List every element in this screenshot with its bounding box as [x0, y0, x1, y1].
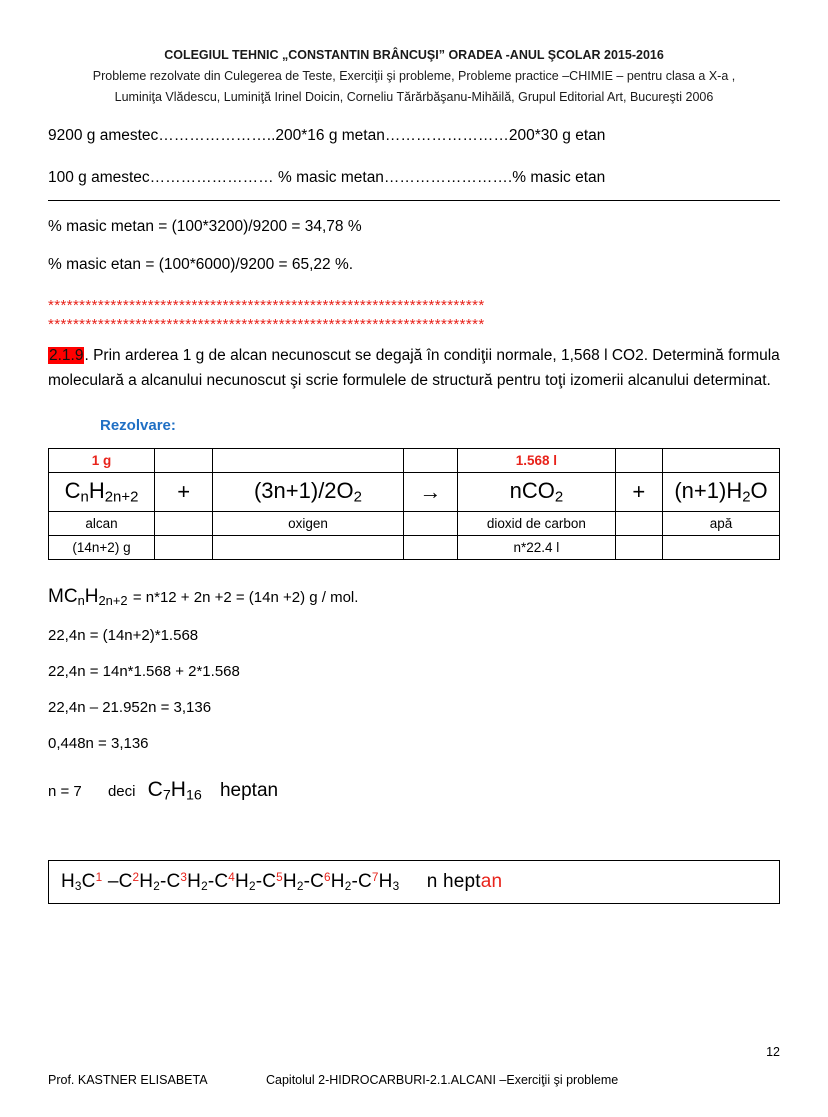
- cell-formula-water: $(n+1)H_2O$: [663, 473, 780, 512]
- cell-reaction-arrow: →: [403, 473, 458, 512]
- star-separator-line-2: **********************************************************************: [48, 316, 485, 334]
- star-separator: [48, 297, 780, 335]
- cell-empty-5: [663, 449, 780, 473]
- result-formula: $C_7H_{16}$: [147, 778, 202, 804]
- cell-empty-13: [663, 536, 780, 560]
- structure-label-black: n hept: [426, 870, 481, 892]
- cell-volume-co2: 1.568 l: [458, 449, 615, 473]
- structure-label-red: an: [480, 870, 503, 892]
- table-row: [49, 449, 780, 473]
- calc-step-1: 22,4n = (14n+2)*1.568: [48, 627, 199, 645]
- cell-empty-6: [154, 512, 212, 536]
- proportion-line-2: 100 g amestec…………………… % masic metan…………………….% masic etan: [48, 169, 606, 187]
- calc-step-2: 22,4n = 14n*1.568 + 2*1.568: [48, 663, 240, 681]
- cell-formula-alkane: $C_nH_{2n+2}$: [49, 473, 155, 512]
- cell-molarmass-alkane: (14n+2) g: [49, 536, 155, 560]
- page-number: 12: [766, 1045, 780, 1059]
- cell-plus-2: +: [615, 473, 663, 512]
- header-line-authors: Luminiţa Vlădescu, Luminiţă Irinel Doicin, Corneliu Tărărbăşanu-Mihăilă, Grupul Editorial Art, Bucureşti 2006: [114, 90, 714, 105]
- cell-name-oxygen: oxigen: [213, 512, 403, 536]
- cell-formula-oxygen: $(3n+1)/2O_2$: [213, 473, 403, 512]
- document-footer: [48, 1073, 780, 1087]
- cell-empty-8: [615, 512, 663, 536]
- cell-empty-4: [615, 449, 663, 473]
- cell-empty-12: [615, 536, 663, 560]
- footer-author: Prof. KASTNER ELISABETA: [48, 1073, 208, 1087]
- footer-chapter: Capitolul 2-HIDROCARBURI-2.1.ALCANI –Exerciţii şi probleme: [266, 1073, 619, 1087]
- document-header: [0, 46, 828, 106]
- cell-empty-7: [403, 512, 458, 536]
- cell-name-co2: dioxid de carbon: [458, 512, 615, 536]
- cell-empty-2: [213, 449, 403, 473]
- result-name: heptan: [219, 780, 279, 802]
- table-row: [49, 536, 780, 560]
- cell-name-water: apă: [663, 512, 780, 536]
- cell-formula-co2: nCO$_2$: [458, 473, 615, 512]
- result-methane: % masic metan = (100*3200)/9200 = 34,78 %: [48, 218, 362, 236]
- calc-step-3: 22,4n – 21.952n = 3,136: [48, 699, 212, 717]
- structure-formula-text: $H_3C^1$ $-C^2H_2-C^3H_2-C^4H_2-C^5H_2-C^6H_2-C^7H_3$ n heptan: [61, 870, 503, 893]
- cell-molarvolume-co2: n*22.4 l: [458, 536, 615, 560]
- cell-mass-alkane: 1 g: [49, 449, 155, 473]
- cell-empty-1: [154, 449, 212, 473]
- problem-number-highlight: 2.1.9: [49, 346, 84, 364]
- problem-text: . Prin arderea 1 g de alcan necunoscut se degajă în condiţii normale, 1,568 l CO2. Determină formula moleculară a alcanului necunoscut şi scrie formulele de structură pentru toţi izomerii alcanului determinat.: [48, 346, 780, 390]
- cell-plus-1: +: [154, 473, 212, 512]
- calc-step-4: 0,448n = 3,136: [48, 735, 149, 753]
- calc-result: [48, 778, 780, 804]
- calc-molar-mass: $MC_nH_{2n+2} = n*12 + 2n +2 = (14n +2)$ g / mol.: [48, 586, 359, 609]
- cell-empty-11: [403, 536, 458, 560]
- problem-statement: [48, 343, 780, 393]
- result-deci-label: deci: [107, 783, 136, 801]
- rezolvare-label: Rezolvare:: [100, 417, 176, 435]
- document-page: [0, 46, 828, 1117]
- cell-empty-9: [154, 536, 212, 560]
- reaction-table: [48, 448, 780, 560]
- table-row: [49, 473, 780, 512]
- proportion-line-1: 9200 g amestec…………………..200*16 g metan……………………200*30 g etan: [48, 127, 606, 145]
- result-ethane: % masic etan = (100*6000)/9200 = 65,22 %.: [48, 256, 354, 274]
- table-row: [49, 512, 780, 536]
- cell-empty-10: [213, 536, 403, 560]
- structure-formula-box: [48, 860, 780, 904]
- document-content: [48, 124, 780, 904]
- header-line-school: COLEGIUL TEHNIC „CONSTANTIN BRÂNCUŞI” ORADEA -ANUL ŞCOLAR 2015-2016: [164, 48, 664, 62]
- star-separator-line-1: **********************************************************************: [48, 297, 485, 315]
- header-line-source: Probleme rezolvate din Culegerea de Teste, Exerciţii şi probleme, Probleme practice –CHIMIE – pentru clasa a X-a ,: [92, 69, 736, 84]
- cell-empty-3: [403, 449, 458, 473]
- horizontal-divider: [48, 200, 780, 201]
- cell-name-alkane: alcan: [49, 512, 155, 536]
- result-n-value: n = 7: [48, 783, 82, 801]
